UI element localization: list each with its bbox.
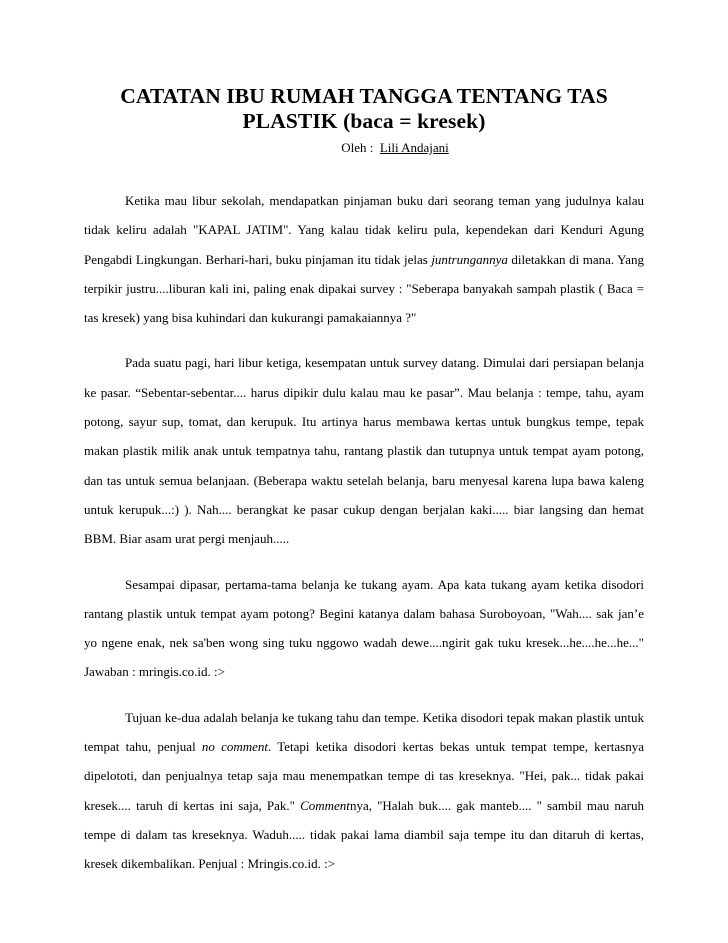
paragraph-1-part-b: diletakkan di mana. Yang terpikir justru....liburan kali ini, paling enak dipakai survey : "Seberapa banyakah sampah plastik ( Baca = tas kresek) yang bisa kuhindari dan kukurangi pamakaiannya ?" bbox=[84, 251, 644, 326]
byline bbox=[84, 140, 644, 156]
paragraph-4-part-b: . Tetapi ketika disodori kertas bekas untuk tempat tempe, kertasnya dipelototi, dan penjualnya tetap saja mau menempatkan tempe di tas kreseknya. "Hei, pak... tidak pakai kresek.... taruh di kertas ini saja, Pak." bbox=[84, 739, 644, 813]
paragraph-4-part-c: nya, "Halah buk.... gak manteb.... " sambil mau naruh tempe di dalam tas kreseknya. Waduh..... tidak pakai lama diambil saja tempe itu dan ditaruh di kertas, kresek dikembalikan. Penjual : Mringis.co.id. :> bbox=[84, 797, 644, 872]
paragraph-4-emphasis-2: Comment bbox=[300, 797, 350, 813]
document-page bbox=[84, 84, 644, 879]
paragraph-1-part-a: Ketika mau libur sekolah, mendapatkan pinjaman buku dari seorang teman yang judulnya kalau tidak keliru adalah "KAPAL JATIM". Yang kalau tidak keliru pula, kependekan dari Kenduri Agung Pengabdi Lingkungan. Berhari-hari, buku pinjaman itu tidak jelas bbox=[84, 193, 644, 267]
paragraph-4-part-a: Tujuan ke-dua adalah belanja ke tukang tahu dan tempe. Ketika disodori tepak makan plastik untuk tempat tahu, penjual bbox=[84, 709, 644, 755]
title-line-1: CATATAN IBU RUMAH TANGGA TENTANG TAS bbox=[120, 84, 608, 108]
title-line-2: PLASTIK (baca = kresek) bbox=[242, 109, 486, 133]
paragraph-1 bbox=[84, 186, 644, 332]
paragraph-2: Pada suatu pagi, hari libur ketiga, kesempatan untuk survey datang. Dimulai dari persiapan belanja ke pasar. “Sebentar-sebentar.... harus dipikir dulu kalau mau ke pasar”. Mau belanja : tempe, tahu, ayam potong, sayur sup, tomat, dan kerupuk. Itu artinya harus membawa kertas untuk bungkus tempe, tepak makan plastik milik anak untuk tempatnya tahu, rantang plastik dan tutupnya untuk tempat ayam potong, dan tas untuk semua belanjaan. (Beberapa waktu setelah belanja, baru menyesal karena lupa bawa kaleng untuk kerupuk...:) ). Nah.... berangkat ke pasar cukup dengan berjalan kaki..... biar langsing dan hemat BBM. Biar asam urat pergi menjauh..... bbox=[84, 355, 644, 547]
author-name: Lili Andajani bbox=[379, 140, 449, 155]
document-title bbox=[84, 84, 644, 134]
paragraph-4 bbox=[84, 703, 644, 879]
paragraph-4-emphasis-1: no comment bbox=[201, 739, 269, 755]
paragraph-3: Sesampai dipasar, pertama-tama belanja ke tukang ayam. Apa kata tukang ayam ketika disodori rantang plastik untuk tempat ayam potong? Begini katanya dalam bahasa Suroboyoan, "Wah.... sak jan’e yo ngene enak, nek sa'ben wong sing tuku nggowo wadah dewe....ngirit gak tuku kresek...he....he...he..." Jawaban : mringis.co.id. :> bbox=[84, 576, 644, 680]
paragraph-1-emphasis: juntrungannya bbox=[431, 251, 508, 267]
article-body bbox=[84, 186, 644, 879]
byline-prefix: Oleh : bbox=[341, 140, 374, 155]
